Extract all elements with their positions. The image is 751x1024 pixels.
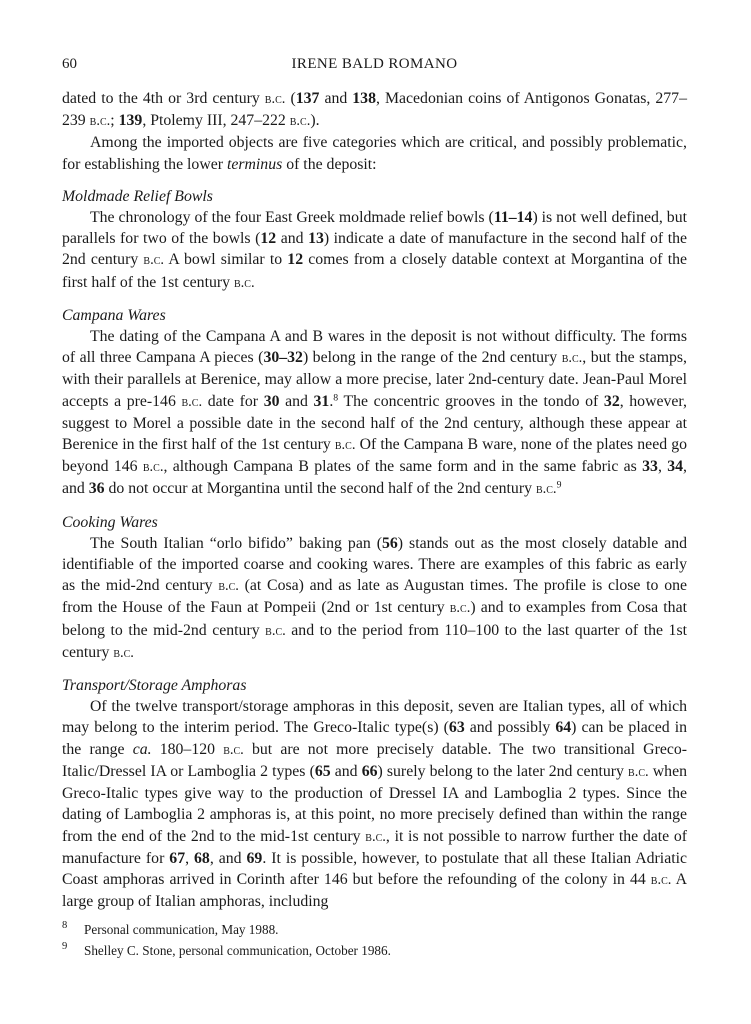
moldmade-paragraph: The chronology of the four East Greek moldmade relief bowls (11–14) is not well defined, but parallels for two of the bowls (12 and 13) indicate a date of manufacture in the second half of the 2nd century b.c. A bowl similar to 12 comes from a closely datable context at Morgantina of the first half of the 1st century b.c. <box>62 209 687 291</box>
footnotes <box>62 919 687 961</box>
heading-moldmade-relief-bowls: Moldmade Relief Bowls <box>62 187 213 205</box>
page-number: 60 <box>62 56 77 72</box>
campana-paragraph: The dating of the Campana A and B wares in the deposit is not without difficulty. The forms of all three Campana A pieces (30–32) belong in the range of the 2nd century b.c., but the stamps, with their parallels at Berenice, may allow a more precise, later 2nd-century date. Jean-Paul Morel accepts a pre-146 b.c. date for 30 and 31.$^8$ The concentric grooves in the tondo of 32, however, suggest to Morel a possible date in the second half of the 2nd century, although these appear at Berenice in the first half of the 1st century b.c. Of the Campana B ware, none of the plates need go beyond 146 b.c., although Campana B plates of the same form and in the same fabric as 33, 34, and 36 do not occur at Morgantina until the second half of the 2nd century b.c.$^9$ <box>62 328 687 498</box>
footnote-number: 8 <box>62 920 68 932</box>
body-text <box>62 88 687 912</box>
footnote-text: Shelley C. Stone, personal communication, October 1986. <box>84 943 391 958</box>
footnote <box>62 940 687 961</box>
heading-transport-storage-amphoras: Transport/Storage Amphoras <box>62 677 247 695</box>
amphoras-paragraph: Of the twelve transport/storage amphoras in this deposit, seven are Italian types, all of which may belong to the interim period. The Greco-Italic type(s) (63 and possibly 64) can be placed in the range ca. 180–120 b.c. but are not more precisely datable. The two transitional Greco-Italic/Dressel IA or Lamboglia 2 types (65 and 66) surely belong to the later 2nd century b.c. when Greco-Italic types give way to the production of Dressel IA and Lamboglia 2 types. Since the dating of Lamboglia 2 amphoras is, at this point, no more precisely defined than within the range from the end of the 2nd to the mid-1st century b.c., it is not possible to narrow further the date of manufacture for 67, 68, and 69. It is possible, however, to postulate that all these Italian Adriatic Coast amphoras arrived in Corinth after 146 but before the refounding of the colony in 44 b.c. A large group of Italian amphoras, including <box>62 698 688 911</box>
intro-paragraph: Among the imported objects are five categories which are critical, and possibly problematic, for establishing the lower terminus of the deposit: <box>62 134 687 173</box>
footnote-number: 9 <box>62 941 68 953</box>
footnote <box>62 919 687 940</box>
page-header <box>62 56 687 76</box>
continuation-paragraph: dated to the 4th or 3rd century b.c. (137 and 138, Macedonian coins of Antigonos Gonatas, 277–239 b.c.; 139, Ptolemy III, 247–222 b.c.). <box>62 90 687 130</box>
footnote-text: Personal communication, May 1988. <box>84 922 279 937</box>
heading-campana-wares: Campana Wares <box>62 306 166 324</box>
cooking-paragraph: The South Italian “orlo bifido” baking pan (56) stands out as the most closely datable and identifiable of the imported coarse and cooking wares. There are examples of this fabric as early as the mid-2nd century b.c. (at Cosa) and as late as Augustan times. The profile is close to one from the House of the Faun at Pompeii (2nd or 1st century b.c.) and to examples from Cosa that belong to the mid-2nd century b.c. and to the period from 110–100 to the last quarter of the 1st century b.c. <box>62 534 688 661</box>
heading-cooking-wares: Cooking Wares <box>62 513 158 531</box>
running-head: IRENE BALD ROMANO <box>291 56 458 72</box>
